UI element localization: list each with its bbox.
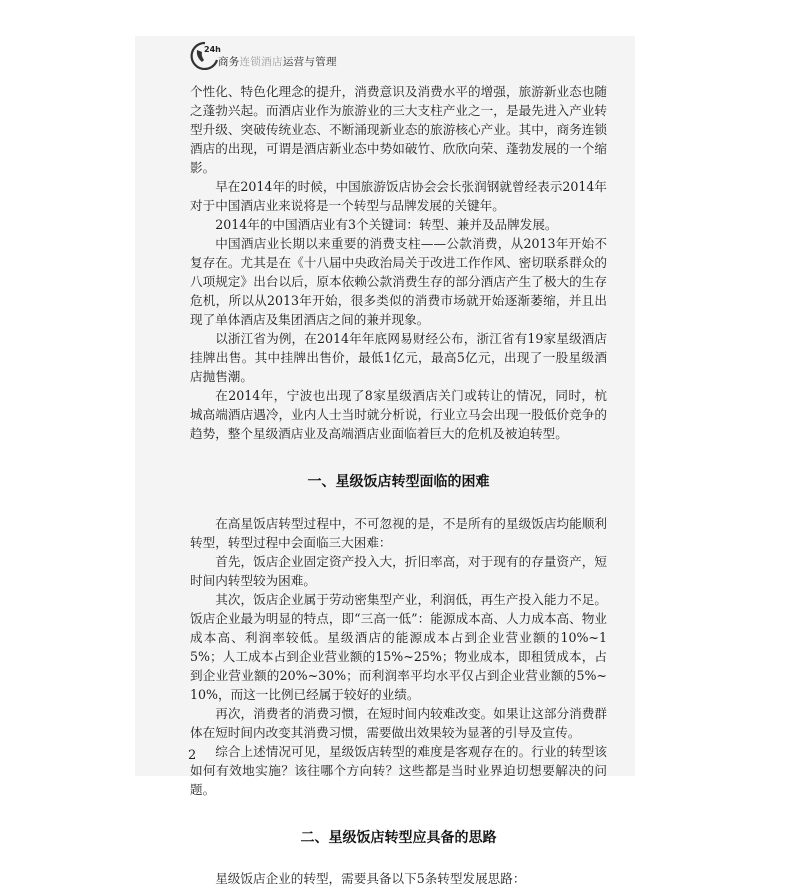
page-content [190, 82, 607, 888]
paragraph-5: 以浙江省为例，在2014年年底网易财经公布，浙江省有19家星级酒店挂牌出售。其中挂牌出售价，最低1亿元，最高5亿元，出现了一股星级酒店抛售潮。 [190, 331, 607, 384]
paragraph-12: 星级饭店企业的转型，需要具备以下5条转型发展思路： [215, 871, 526, 886]
paragraph-8: 首先，饭店企业固定资产投入大，折旧率高，对于现有的存量资产，短时间内转型较为困难。 [190, 554, 607, 588]
section-heading-1: 一、星级饭店转型面临的困难 [307, 474, 490, 490]
paragraph-1: 个性化、特色化理念的提升，消费意识及消费水平的增强，旅游新业态也随之蓬勃兴起。而酒店业作为旅游业的三大支柱产业之一，是最先进入产业转型升级、突破传统业态、不断涌现新业态的旅游核心产业。其中，商务连锁酒店的出现，可谓是酒店新业态中势如破竹、欣欣向荣、蓬勃发展的一个缩影。 [190, 84, 607, 175]
paragraph-7: 在高星饭店转型过程中，不可忽视的是，不是所有的星级饭店均能顺利转型，转型过程中会面临三大困难： [190, 516, 607, 550]
paragraph-10: 再次，消费者的消费习惯，在短时间内较难改变。如果让这部分消费群体在短时间内改变其消费习惯，需要做出效果较为显著的引导及宣传。 [190, 706, 607, 740]
paragraph-4: 中国酒店业长期以来重要的消费支柱——公款消费，从2013年开始不复存在。尤其是在《十八届中央政治局关于改进工作作风、密切联系群众的八项规定》出台以后，原本依赖公款消费生存的部分酒店产生了极大的生存危机，所以从2013年开始，很多类似的消费市场就开始逐渐萎缩，并且出现了单体酒店及集团酒店之间的兼并现象。 [190, 236, 607, 327]
paragraph-9: 其次，饭店企业属于劳动密集型产业，利润低，再生产投入能力不足。饭店企业最为明显的特点，即“三高一低”：能源成本高、人力成本高、物业成本高、利润率较低。星级酒店的能源成本占到企业营业额的10%~15%；人工成本占到企业营业额的15%~25%；物业成本，即租赁成本，占到企业营业额的20%~30%；而利润率平均水平仅占到企业营业额的5%~10%，而这一比例已经属于较好的业绩。 [190, 592, 607, 702]
paragraph-11: 综合上述情况可见，星级饭店转型的难度是客观存在的。行业的转型该如何有效地实施？该往哪个方向转？这些都是当时业界迫切想要解决的问题。 [190, 744, 607, 797]
header-title-suffix: 运营与管理 [282, 56, 337, 68]
paragraph-3: 2014年的中国酒店业有3个关键词：转型、兼并及品牌发展。 [215, 217, 558, 232]
header-title-prefix: 商务 [218, 56, 240, 68]
running-header [188, 40, 388, 70]
section-heading-2: 二、星级饭店转型应具备的思路 [300, 830, 497, 846]
logo-text: 24h [204, 45, 221, 54]
paragraph-2: 早在2014年的时候，中国旅游饭店协会会长张润钢就曾经表示2014年对于中国酒店业来说将是一个转型与品牌发展的关键年。 [190, 179, 607, 213]
page-number: 2 [188, 748, 197, 763]
header-title-highlight: 连锁酒店 [239, 56, 283, 68]
header-title [218, 54, 337, 69]
paragraph-6: 在2014年，宁波也出现了8家星级酒店关门或转让的情况，同时，杭城高端酒店遇冷，业内人士当时就分析说，行业立马会出现一股低价竞争的趋势，整个星级酒店业及高端酒店业面临着巨大的危机及被迫转型。 [190, 388, 607, 441]
